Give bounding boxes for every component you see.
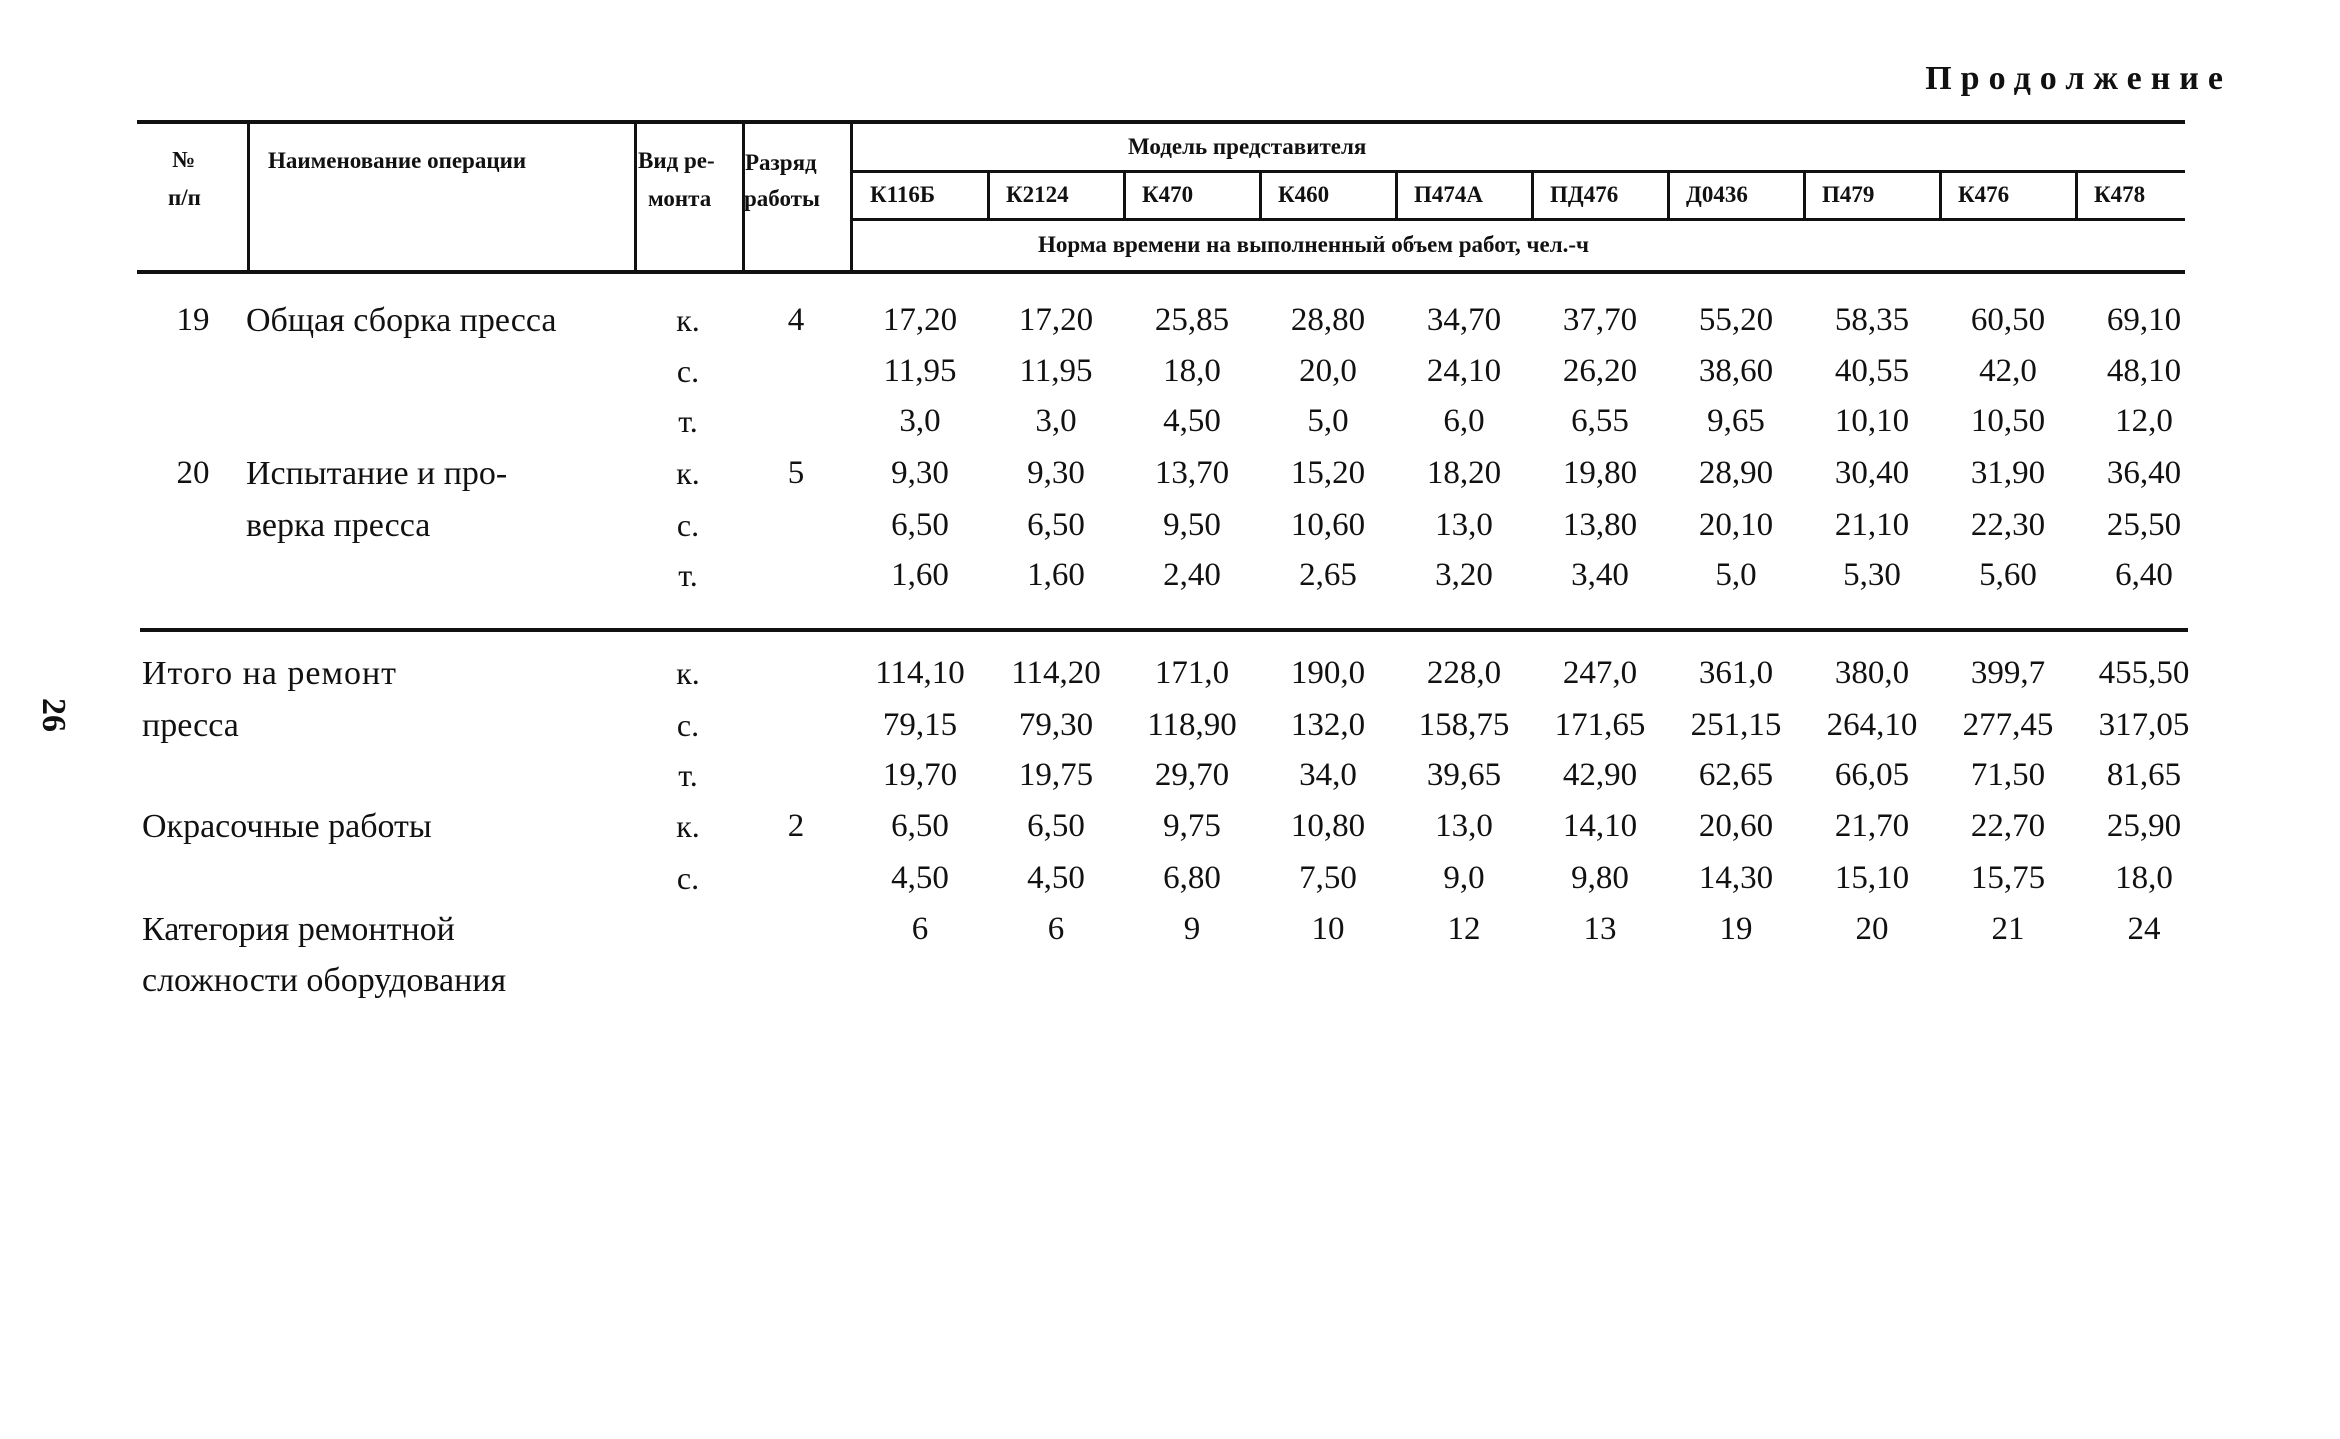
total-label-line1: Итого на ремонт [142, 655, 398, 692]
repair-kind: т. [678, 403, 698, 439]
norm-value-cell: 247,0 [1562, 655, 1638, 691]
norm-value-cell: 1,60 [891, 557, 949, 593]
norm-value-cell: 6,80 [1163, 860, 1221, 896]
header-num-line2: п/п [168, 185, 201, 210]
norm-value-cell: 38,60 [1698, 353, 1774, 389]
norm-value-cell: 3,20 [1435, 557, 1493, 593]
norm-value-cell: 13,70 [1154, 455, 1230, 491]
norm-value-cell: 19,80 [1562, 455, 1638, 491]
norm-value-cell: 19,75 [1018, 757, 1094, 793]
model-rule [852, 170, 2185, 173]
norm-value-cell: 18,20 [1426, 455, 1502, 491]
work-grade: 5 [787, 455, 805, 491]
model-divider [1123, 172, 1126, 219]
col-divider-1 [247, 120, 250, 272]
norm-value-cell: 13,0 [1435, 507, 1493, 543]
norm-value-cell: 60,50 [1970, 302, 2046, 338]
norm-value-cell: 5,30 [1843, 557, 1901, 593]
norm-value-cell: 9 [1183, 911, 1201, 947]
norm-value-cell: 25,85 [1154, 302, 1230, 338]
header-norm: Норма времени на выполненный объем работ, чел.-ч [1038, 232, 1589, 257]
repair-kind: к. [676, 455, 700, 491]
repair-kind: к. [676, 655, 700, 691]
norm-value-cell: 132,0 [1290, 707, 1366, 743]
norm-value-cell: 24,10 [1426, 353, 1502, 389]
norm-value-cell: 11,95 [1019, 353, 1093, 389]
norm-value-cell: 28,90 [1698, 455, 1774, 491]
norm-value-cell: 20,60 [1698, 808, 1774, 844]
norm-value-cell: 317,05 [2098, 707, 2190, 743]
totals-rule [140, 628, 2188, 632]
norm-value-cell: 118,90 [1147, 707, 1237, 743]
norm-value-cell: 26,20 [1562, 353, 1638, 389]
category-label-line1: Категория ремонтной [142, 911, 455, 948]
norm-value-cell: 71,50 [1970, 757, 2046, 793]
norm-value-cell: 81,65 [2106, 757, 2182, 793]
norm-value-cell: 9,80 [1571, 860, 1629, 896]
norm-value-cell: 9,30 [891, 455, 949, 491]
norm-value-cell: 15,10 [1834, 860, 1910, 896]
norm-value-cell: 42,90 [1562, 757, 1638, 793]
model-divider [1259, 172, 1262, 219]
row-number: 19 [176, 302, 210, 338]
norm-value-cell: 20,10 [1698, 507, 1774, 543]
norm-value-cell: 31,90 [1970, 455, 2046, 491]
norm-value-cell: 21 [1991, 911, 2025, 947]
norm-value-cell: 5,0 [1307, 403, 1349, 439]
model-name: К2124 [1006, 182, 1069, 207]
continuation-label: Продолжение [1925, 60, 2232, 97]
norm-value-cell: 6 [1047, 911, 1065, 947]
norm-value-cell: 14,30 [1698, 860, 1774, 896]
norm-value-cell: 36,40 [2106, 455, 2182, 491]
operation-20-label-line2: верка пресса [246, 507, 431, 544]
repair-kind: к. [676, 808, 700, 844]
norm-value-cell: 30,40 [1834, 455, 1910, 491]
norm-value-cell: 39,65 [1426, 757, 1502, 793]
norm-value-cell: 15,20 [1290, 455, 1366, 491]
norm-value-cell: 21,10 [1834, 507, 1910, 543]
norm-value-cell: 2,40 [1163, 557, 1221, 593]
norm-value-cell: 15,75 [1970, 860, 2046, 896]
model-divider [2075, 172, 2078, 219]
norm-value-cell: 5,0 [1715, 557, 1757, 593]
model-name: К476 [1958, 182, 2010, 207]
norm-value-cell: 171,65 [1554, 707, 1646, 743]
model-divider [1531, 172, 1534, 219]
total-label-line2: пресса [142, 707, 239, 744]
model-divider [987, 172, 990, 219]
norm-value-cell: 9,65 [1707, 403, 1765, 439]
norm-value-cell: 3,40 [1571, 557, 1629, 593]
norm-value-cell: 20 [1855, 911, 1889, 947]
norm-value-cell: 4,50 [1163, 403, 1221, 439]
norm-value-cell: 4,50 [891, 860, 949, 896]
model-name: К478 [2094, 182, 2146, 207]
norm-value-cell: 4,50 [1027, 860, 1085, 896]
norm-value-cell: 22,70 [1970, 808, 2046, 844]
norm-value-cell: 25,90 [2106, 808, 2182, 844]
norm-value-cell: 66,05 [1834, 757, 1910, 793]
norm-value-cell: 9,30 [1027, 455, 1085, 491]
repair-kind: к. [676, 302, 700, 338]
repair-kind: т. [678, 557, 698, 593]
norm-value-cell: 380,0 [1834, 655, 1910, 691]
norm-value-cell: 19,70 [882, 757, 958, 793]
norm-value-cell: 251,15 [1690, 707, 1782, 743]
norm-value-cell: 114,20 [1011, 655, 1101, 691]
norm-value-cell: 34,70 [1426, 302, 1502, 338]
repair-kind: с. [676, 707, 700, 743]
norm-value-cell: 19 [1719, 911, 1753, 947]
norm-value-cell: 277,45 [1962, 707, 2054, 743]
header-model: Модель представителя [1128, 134, 1367, 159]
header-grade-line1: Разряд [745, 150, 817, 175]
header-bottom-rule [137, 270, 2185, 274]
norm-value-cell: 29,70 [1154, 757, 1230, 793]
norm-value-cell: 79,30 [1018, 707, 1094, 743]
model-divider [1395, 172, 1398, 219]
norm-value-cell: 24 [2127, 911, 2161, 947]
norm-value-cell: 9,75 [1163, 808, 1221, 844]
norm-value-cell: 22,30 [1970, 507, 2046, 543]
repair-kind: с. [676, 353, 700, 389]
operation-19-label: Общая сборка пресса [246, 302, 557, 339]
norm-value-cell: 7,50 [1299, 860, 1357, 896]
norm-value-cell: 42,0 [1979, 353, 2037, 389]
norm-value-cell: 5,60 [1979, 557, 2037, 593]
model-divider [1667, 172, 1670, 219]
norm-value-cell: 228,0 [1426, 655, 1502, 691]
norm-value-cell: 17,20 [882, 302, 958, 338]
norm-value-cell: 48,10 [2106, 353, 2182, 389]
norm-value-cell: 361,0 [1698, 655, 1774, 691]
norm-value-cell: 264,10 [1826, 707, 1918, 743]
norm-value-cell: 34,0 [1299, 757, 1357, 793]
col-divider-4 [850, 120, 853, 272]
norm-value-cell: 18,0 [2115, 860, 2173, 896]
model-divider [1803, 172, 1806, 219]
header-kind-line1: Вид ре- [638, 148, 715, 173]
norm-value-cell: 6 [911, 911, 929, 947]
header-kind-line2: монта [648, 186, 712, 211]
norm-value-cell: 12 [1447, 911, 1481, 947]
paint-label: Окрасочные работы [142, 808, 432, 845]
norm-value-cell: 3,0 [1035, 403, 1077, 439]
norm-value-cell: 190,0 [1290, 655, 1366, 691]
model-divider [1939, 172, 1942, 219]
norm-value-cell: 79,15 [882, 707, 958, 743]
norm-value-cell: 28,80 [1290, 302, 1366, 338]
norm-value-cell: 13,0 [1435, 808, 1493, 844]
norm-value-cell: 6,50 [891, 507, 949, 543]
header-operation-name: Наименование операции [268, 148, 527, 173]
norm-value-cell: 18,0 [1163, 353, 1221, 389]
norm-value-cell: 11,95 [883, 353, 957, 389]
model-name: ПД476 [1550, 182, 1619, 207]
header-top-rule [137, 120, 2185, 124]
work-grade: 2 [787, 808, 805, 844]
norm-value-cell: 9,0 [1443, 860, 1485, 896]
row-number: 20 [176, 455, 210, 491]
norm-value-cell: 21,70 [1834, 808, 1910, 844]
model-name: Д0436 [1686, 182, 1748, 207]
norm-value-cell: 55,20 [1698, 302, 1774, 338]
norm-value-cell: 399,7 [1970, 655, 2046, 691]
norm-value-cell: 20,0 [1299, 353, 1357, 389]
page-number: 26 [35, 698, 72, 732]
work-grade: 4 [787, 302, 805, 338]
norm-value-cell: 158,75 [1418, 707, 1510, 743]
norm-value-cell: 9,50 [1163, 507, 1221, 543]
norm-value-cell: 69,10 [2106, 302, 2182, 338]
norm-value-cell: 10,60 [1290, 507, 1366, 543]
norm-value-cell: 10,50 [1970, 403, 2046, 439]
norm-value-cell: 6,40 [2115, 557, 2173, 593]
norm-value-cell: 13,80 [1562, 507, 1638, 543]
header-num-line1: № [172, 147, 196, 172]
norm-value-cell: 58,35 [1834, 302, 1910, 338]
norm-value-cell: 6,0 [1443, 403, 1485, 439]
repair-kind: т. [678, 757, 698, 793]
header-grade-line2: работы [744, 186, 820, 211]
model-name: П479 [1822, 182, 1875, 207]
norm-value-cell: 114,10 [875, 655, 965, 691]
model-name: К460 [1278, 182, 1330, 207]
norm-value-cell: 10 [1311, 911, 1345, 947]
repair-kind: с. [676, 860, 700, 896]
norm-value-cell: 13 [1583, 911, 1617, 947]
norm-value-cell: 10,80 [1290, 808, 1366, 844]
norm-value-cell: 10,10 [1834, 403, 1910, 439]
norm-value-cell: 6,50 [1027, 507, 1085, 543]
norm-value-cell: 455,50 [2098, 655, 2190, 691]
norm-value-cell: 12,0 [2115, 403, 2173, 439]
norm-value-cell: 25,50 [2106, 507, 2182, 543]
norm-value-cell: 2,65 [1299, 557, 1357, 593]
model-name: П474А [1414, 182, 1483, 207]
norm-value-cell: 3,0 [899, 403, 941, 439]
norm-value-cell: 171,0 [1154, 655, 1230, 691]
col-divider-2 [634, 120, 637, 272]
repair-kind: с. [676, 507, 700, 543]
model-name: К116Б [870, 182, 936, 207]
norm-value-cell: 40,55 [1834, 353, 1910, 389]
operation-20-label-line1: Испытание и про- [246, 455, 508, 492]
norm-value-cell: 6,50 [891, 808, 949, 844]
norm-value-cell: 17,20 [1018, 302, 1094, 338]
models-rule [852, 218, 2185, 221]
norm-value-cell: 6,50 [1027, 808, 1085, 844]
norm-value-cell: 6,55 [1571, 403, 1629, 439]
norm-value-cell: 62,65 [1698, 757, 1774, 793]
norm-value-cell: 37,70 [1562, 302, 1638, 338]
norm-value-cell: 1,60 [1027, 557, 1085, 593]
category-label-line2: сложности оборудования [142, 962, 507, 999]
norm-value-cell: 14,10 [1562, 808, 1638, 844]
model-name: К470 [1142, 182, 1194, 207]
